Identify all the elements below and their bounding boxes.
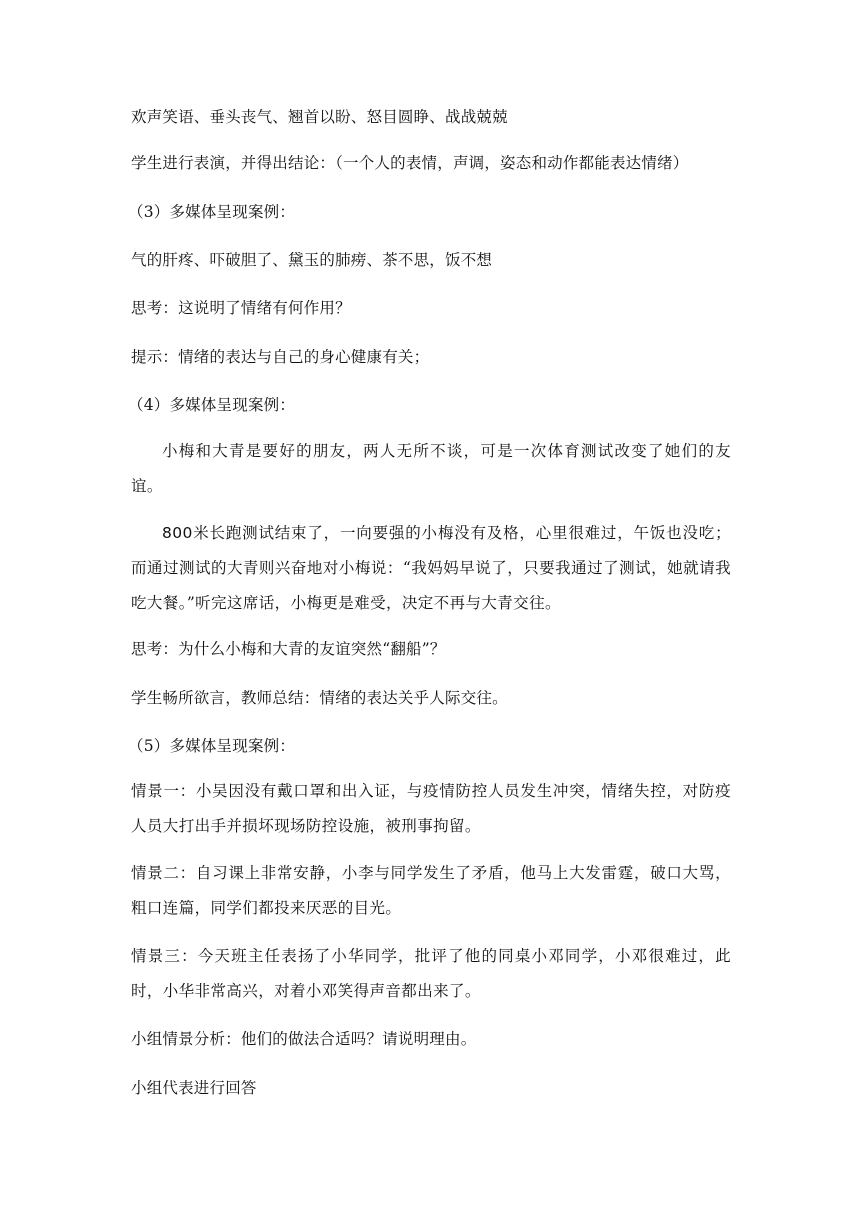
hint-line: 提示：情绪的表达与自己的身心健康有关； [131,348,430,366]
teacher-summary-line: 学生畅所欲言，教师总结：情绪的表达关乎人际交往。 [131,689,508,707]
story-paragraph-2-number: 800 [162,524,193,542]
think-question-1: 思考：这说明了情绪有何作用？ [131,299,351,317]
story-paragraph-2 [131,516,731,621]
performance-conclusion-line: 学生进行表演，并得出结论：（一个人的表情，声调，姿态和动作都能表达情绪） [131,154,689,172]
story-paragraph-2-text: 米长跑测试结束了，一向要强的小梅没有及格，心里很难过，午饭也没吃；而通过测试的大青则兴奋地对小梅说：“我妈妈早说了，只要我通过了测试，她就请我吃大餐。”听完这席话，小梅更是难受，决定不再与大青交往。 [131,524,731,612]
think-question-2: 思考：为什么小梅和大青的友谊突然“翻船”？ [131,640,446,658]
scene-1-paragraph: 情景一：小吴因没有戴口罩和出入证，与疫情防控人员发生冲突，情绪失控，对防疫人员大打出手并损坏现场防控设施，被刑事拘留。 [131,782,731,835]
emotion-idioms-line: 欢声笑语、垂头丧气、翘首以盼、怒目圆睁、战战兢兢 [131,108,508,126]
story-paragraph-1: 小梅和大青是要好的朋友，两人无所不谈，可是一次体育测试改变了她们的友谊。 [131,442,731,495]
case-5-heading: （5）多媒体呈现案例： [128,737,296,755]
scene-3-paragraph: 情景三：今天班主任表扬了小华同学，批评了他的同桌小邓同学，小邓很难过，此时，小华非常高兴，对着小邓笑得声音都出来了。 [131,947,731,1000]
scene-2-paragraph: 情景二：自习课上非常安静，小李与同学发生了矛盾，他马上大发雷霆，破口大骂，粗口连篇，同学们都投来厌恶的目光。 [131,864,731,917]
group-answer-line: 小组代表进行回答 [131,1079,257,1097]
case-3-examples-line: 气的肝疼、吓破胆了、黛玉的肺痨、茶不思，饭不想 [131,251,493,269]
group-analysis-line: 小组情景分析：他们的做法合适吗？请说明理由。 [131,1030,477,1048]
case-3-heading: （3）多媒体呈现案例： [128,203,296,221]
case-4-heading: （4）多媒体呈现案例： [128,396,296,414]
